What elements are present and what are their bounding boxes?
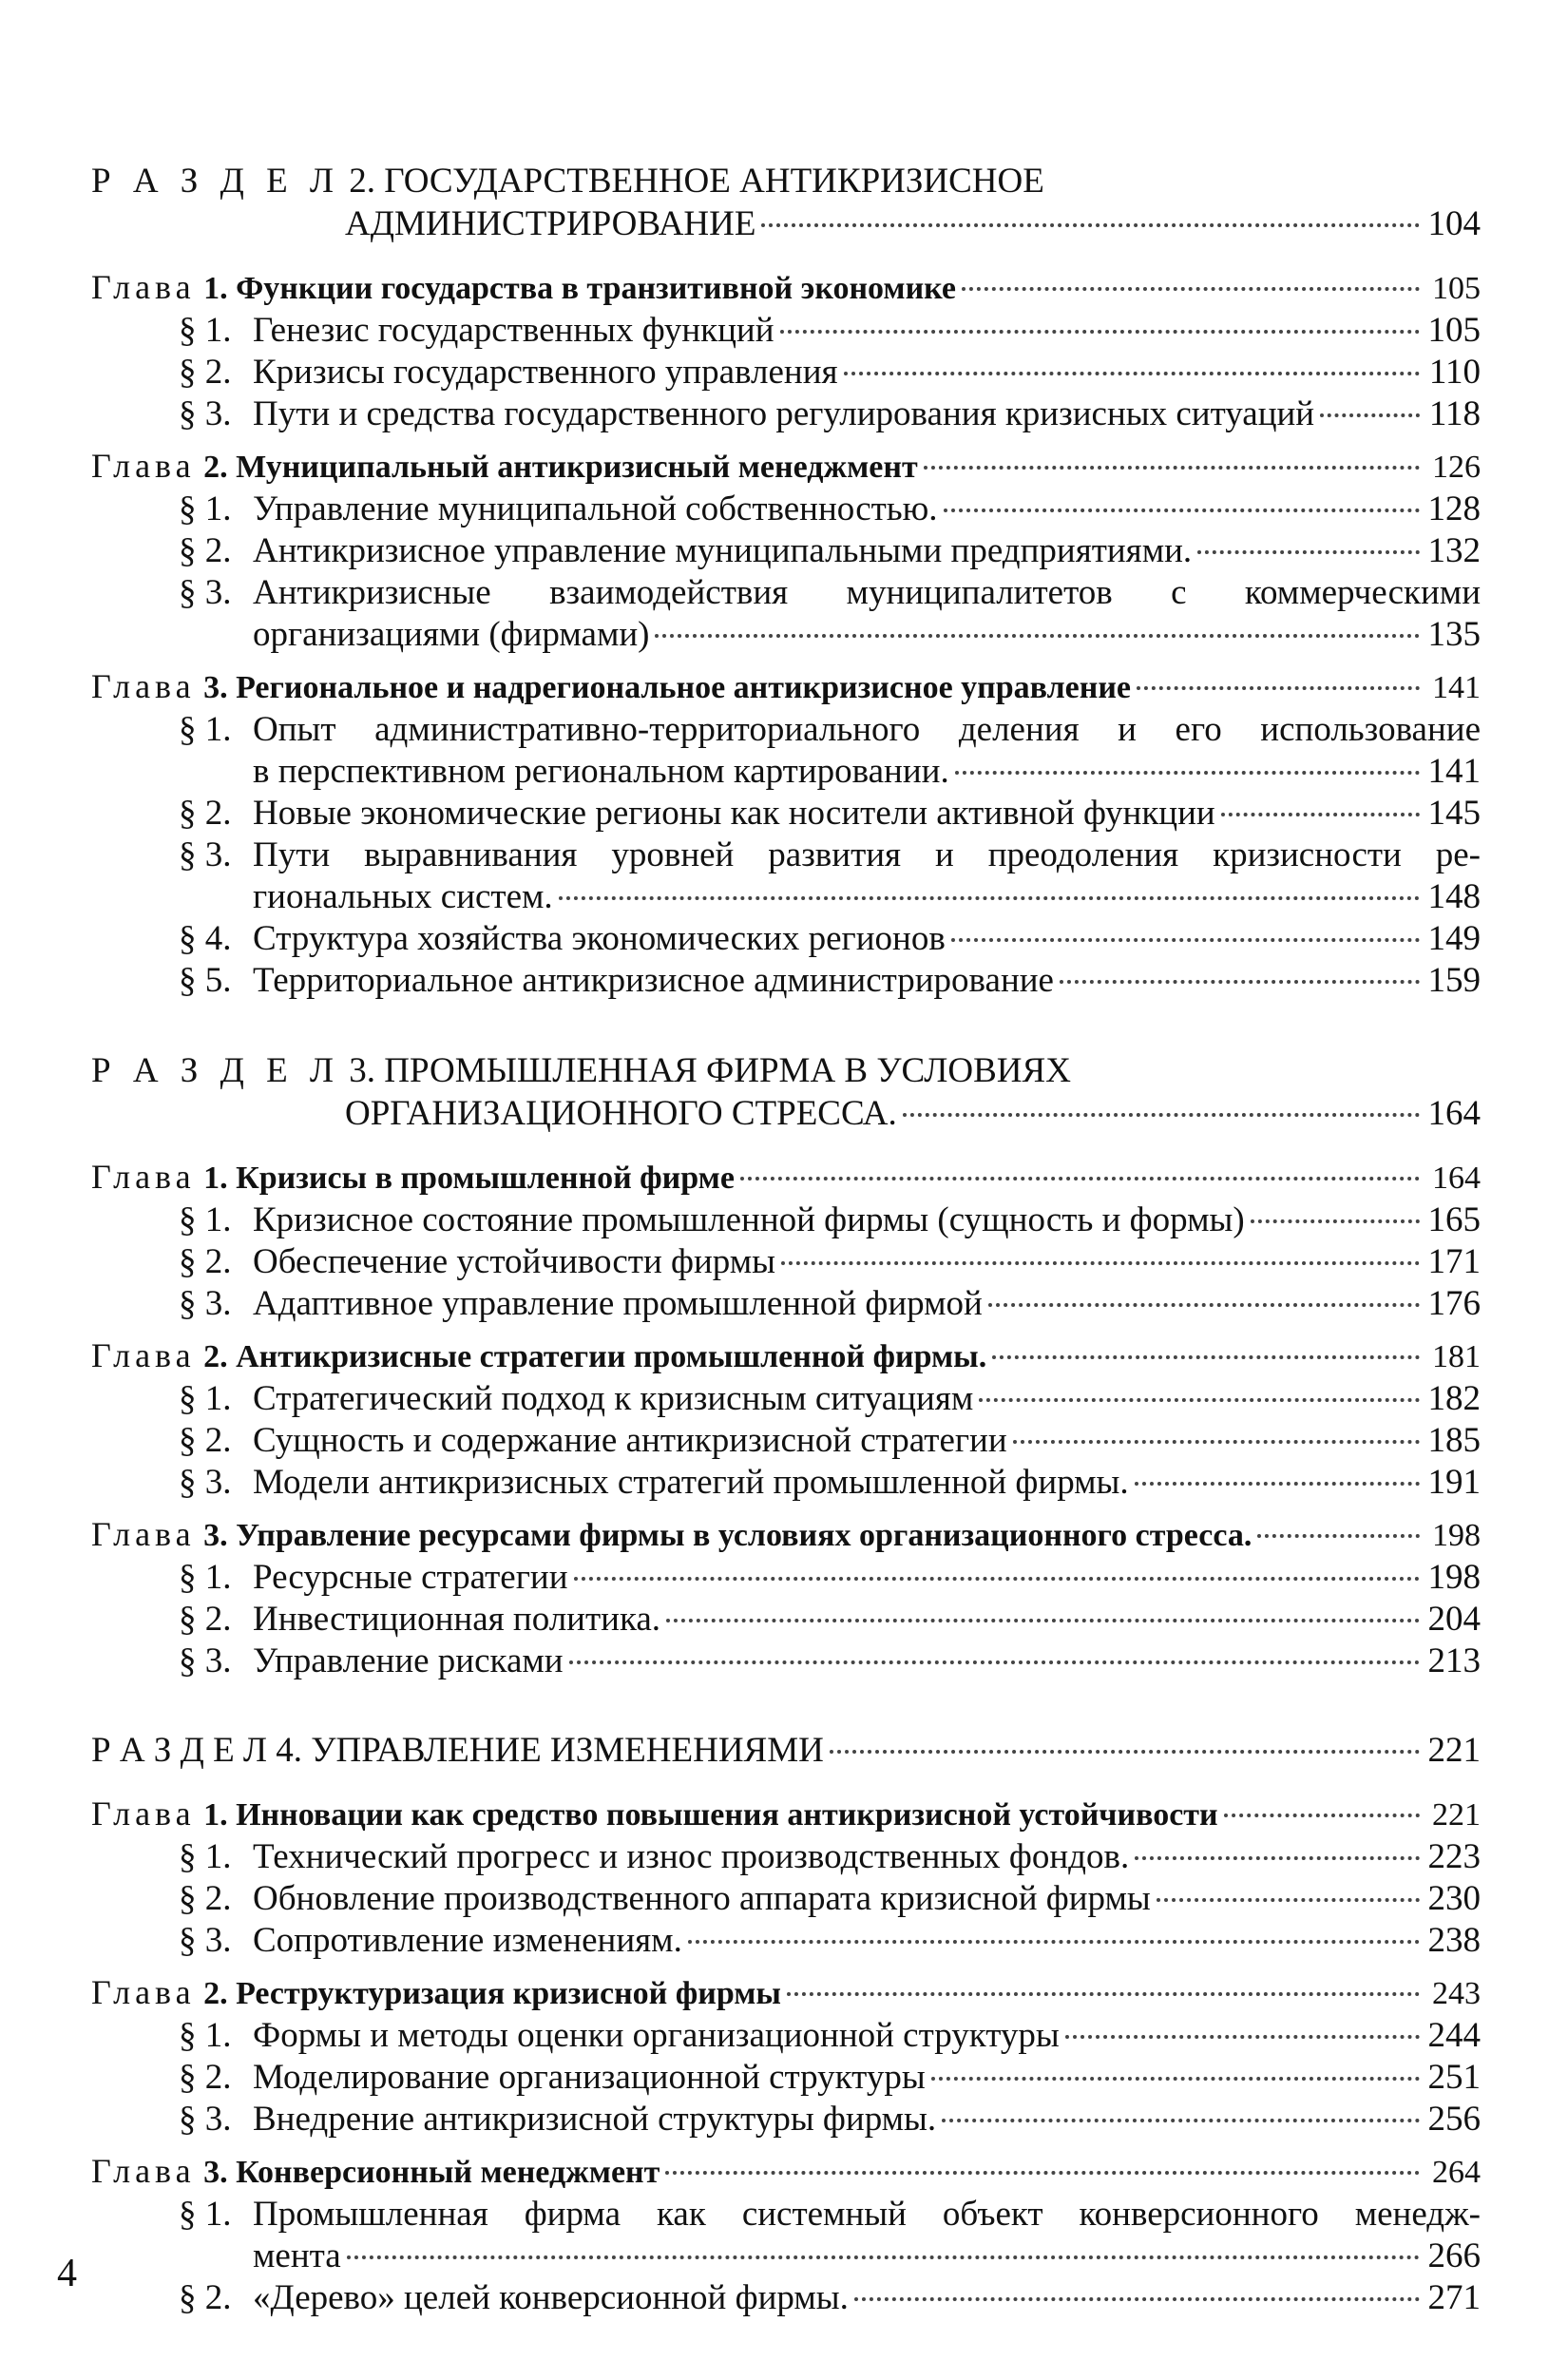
paragraph-entry[interactable] [91, 1283, 1481, 1325]
dot-leader [962, 287, 1420, 291]
dot-leader [844, 372, 1420, 375]
paragraph-page: 135 [1427, 615, 1481, 654]
paragraph-title: Модели антикризисных стратегий промышленной фирмы. [253, 1463, 1129, 1502]
paragraph-text [179, 1557, 568, 1599]
paragraph-number: § 3. [179, 1284, 232, 1323]
paragraph-title: Антикризисное управление муниципальными предприятиями. [253, 531, 1193, 570]
section-page: 104 [1427, 204, 1481, 243]
page-number: 4 [57, 2252, 77, 2295]
chapter-entry[interactable] [91, 1793, 1481, 1836]
chapter-title: 1. Инновации как средство повышения антикризисной устойчивости [203, 1797, 1218, 1833]
paragraph-entry[interactable] [91, 1462, 1481, 1504]
chapter-heading [91, 2150, 660, 2194]
paragraph-text [179, 1462, 1129, 1504]
chapter-heading [91, 1156, 735, 1200]
paragraph-title: Кризисное состояние промышленной фирмы (сущность и формы) [253, 1200, 1245, 1239]
paragraph-text [179, 310, 774, 352]
paragraph-entry[interactable] [91, 352, 1481, 393]
paragraph-page: 176 [1427, 1284, 1481, 1323]
chapter-title: 1. Функции государства в транзитивной экономике [203, 271, 956, 306]
paragraph-title: Структура хозяйства экономических регионов [253, 919, 946, 958]
paragraph-title-line: гиональных систем. [253, 877, 553, 916]
paragraph-page: 128 [1427, 489, 1481, 528]
paragraph-number: § 2. [179, 1421, 232, 1460]
chapter-heading [91, 1513, 1252, 1557]
dot-leader [569, 1660, 1420, 1664]
paragraph-entry[interactable] [91, 2099, 1481, 2140]
dot-leader [559, 896, 1420, 900]
paragraph-number: § 1. [179, 710, 232, 749]
dot-leader [924, 466, 1420, 470]
chapter [91, 1334, 1481, 1504]
section-title-entry[interactable] [91, 1093, 1481, 1135]
paragraph-entry[interactable] [91, 1378, 1481, 1420]
paragraph-title: Территориальное антикризисное администрирование [253, 961, 1054, 1000]
chapter [91, 2150, 1481, 2319]
paragraph-page: 185 [1427, 1421, 1481, 1460]
chapter-heading [91, 1334, 986, 1378]
chapter [91, 1156, 1481, 1325]
paragraph-page: 223 [1427, 1837, 1481, 1876]
paragraph-page: 182 [1427, 1379, 1481, 1418]
paragraph-number: § 1. [179, 1558, 232, 1597]
paragraph-text [179, 1920, 682, 1962]
paragraph-number: § 3. [179, 1463, 232, 1502]
dot-leader [854, 2297, 1420, 2301]
dot-leader [574, 1577, 1420, 1581]
section [91, 1730, 1481, 2319]
paragraph-number: § 5. [179, 961, 232, 1000]
paragraph-entry[interactable] [91, 393, 1481, 435]
paragraph-page: 191 [1427, 1463, 1481, 1502]
paragraph-page: 204 [1427, 1600, 1481, 1639]
chapter [91, 1793, 1481, 1962]
paragraph-page: 105 [1427, 311, 1481, 350]
paragraph-text [179, 1599, 660, 1641]
paragraph-number: § 3. [179, 573, 232, 612]
dot-leader [951, 938, 1420, 942]
dot-leader [988, 1303, 1420, 1307]
paragraph-page: 198 [1427, 1558, 1481, 1597]
paragraph-last-line [179, 751, 1481, 793]
paragraph-text [179, 489, 938, 530]
paragraph-entry[interactable] [91, 1878, 1481, 1920]
paragraph-entry[interactable] [91, 1420, 1481, 1462]
paragraph-text [179, 1641, 564, 1682]
paragraph-text [179, 393, 1314, 435]
paragraph-text [179, 2277, 849, 2319]
chapter [91, 266, 1481, 435]
paragraph-text [179, 1283, 983, 1325]
paragraph-title: Кризисы государственного управления [253, 353, 838, 392]
paragraph-page: 132 [1427, 531, 1481, 570]
paragraph-text [179, 960, 1054, 1002]
chapter-label: Глава [91, 1336, 196, 1374]
dot-leader [1320, 413, 1420, 417]
paragraph-text [179, 2057, 926, 2099]
section-label: Р А З Д Е Л [91, 162, 341, 201]
paragraph-number: § 3. [179, 835, 232, 874]
paragraph-page: 271 [1427, 2278, 1481, 2317]
dot-leader [781, 1261, 1420, 1265]
dot-leader [740, 1177, 1420, 1180]
dot-leader [666, 1619, 1420, 1622]
dot-leader [979, 1398, 1420, 1402]
dot-leader [1065, 2035, 1420, 2039]
chapter [91, 1971, 1481, 2140]
paragraph-text [179, 1420, 1007, 1462]
section-page: 221 [1427, 1731, 1481, 1770]
paragraph-entry[interactable] [91, 918, 1481, 960]
chapter-entry[interactable] [91, 2150, 1481, 2194]
dot-leader [655, 634, 1420, 638]
section-title-line2: АДМИНИСТРИРОВАНИЕ [345, 204, 756, 243]
paragraph-title-line: Пути выравнивания уровней развития и преодоления кризисности ре- [253, 835, 1481, 874]
paragraph-page: 256 [1427, 2100, 1481, 2139]
dot-leader [780, 330, 1421, 334]
section-title-line2: ОРГАНИЗАЦИОННОГО СТРЕССА. [345, 1094, 897, 1133]
chapter-heading [91, 1793, 1218, 1836]
dot-leader [347, 2255, 1420, 2259]
chapter-entry[interactable] [91, 1156, 1481, 1200]
paragraph-entry[interactable] [91, 1200, 1481, 1241]
paragraph-number: § 2. [179, 1242, 232, 1281]
chapter-entry[interactable] [91, 266, 1481, 310]
chapter-entry[interactable] [91, 1971, 1481, 2015]
dot-leader [665, 2171, 1420, 2175]
chapter-page: 126 [1432, 450, 1481, 485]
paragraph-entry[interactable] [91, 1920, 1481, 1962]
chapter-page: 164 [1432, 1161, 1481, 1196]
chapter-title: 3. Региональное и надрегиональное антикризисное управление [203, 670, 1132, 705]
paragraph-title-line: в перспективном региональном картировании. [253, 752, 949, 791]
paragraph-entry[interactable] [91, 2057, 1481, 2099]
paragraph-title: Формы и методы оценки организационной структуры [253, 2016, 1060, 2055]
paragraph-number: § 2. [179, 794, 232, 833]
dot-leader [903, 1113, 1420, 1117]
paragraph-page: 171 [1427, 1242, 1481, 1281]
paragraph-title-line: Промышленная фирма как системный объект конверсионного менедж- [253, 2195, 1481, 2234]
paragraph-page: 238 [1427, 1921, 1481, 1960]
paragraph-number: § 2. [179, 531, 232, 570]
chapter-page: 243 [1432, 1976, 1481, 2011]
paragraph-number: § 2. [179, 2278, 232, 2317]
dot-leader [942, 2119, 1420, 2122]
paragraph-number: § 3. [179, 1641, 232, 1680]
chapter-label: Глава [91, 667, 196, 705]
section [91, 160, 1481, 1002]
chapter [91, 1513, 1481, 1682]
paragraph-title: Управление рисками [253, 1641, 564, 1680]
dot-leader [1135, 1482, 1420, 1486]
paragraph-number: § 1. [179, 2195, 232, 2234]
paragraph-entry[interactable] [91, 835, 1481, 918]
paragraph-entry[interactable] [91, 1836, 1481, 1878]
paragraph-number: § 1. [179, 311, 232, 350]
paragraph-entry[interactable] [91, 310, 1481, 352]
paragraph-text [179, 2015, 1060, 2057]
chapter-title: 2. Муниципальный антикризисный менеджмент [203, 450, 918, 485]
paragraph-number: § 1. [179, 2016, 232, 2055]
chapter-label: Глава [91, 1795, 196, 1833]
section-title-entry[interactable] [91, 203, 1481, 245]
dot-leader [688, 1940, 1420, 1944]
paragraph-title: Новые экономические регионы как носители активной функции [253, 794, 1215, 833]
section-title-line1: 2. ГОСУДАРСТВЕННОЕ АНТИКРИЗИСНОЕ [349, 162, 1044, 201]
chapter-list [91, 1793, 1481, 2319]
paragraph-page: 230 [1427, 1879, 1481, 1918]
dot-leader [1224, 1814, 1420, 1817]
chapter-entry[interactable] [91, 665, 1481, 709]
section-heading [91, 1730, 824, 1772]
paragraph-title: Технический прогресс и износ производственных фондов. [253, 1837, 1130, 1876]
paragraph-first-line [179, 709, 1481, 751]
paragraph-title: «Дерево» целей конверсионной фирмы. [253, 2278, 849, 2317]
chapter-heading [91, 266, 956, 310]
dot-leader [1221, 813, 1420, 816]
paragraph-page: 165 [1427, 1200, 1481, 1239]
chapter-page: 141 [1432, 670, 1481, 705]
section-title-line1: 4. УПРАВЛЕНИЕ ИЗМЕНЕНИЯМИ [276, 1731, 824, 1770]
paragraph-page: 159 [1427, 961, 1481, 1000]
paragraph-title: Генезис государственных функций [253, 311, 774, 350]
section-title-line1: 3. ПРОМЫШЛЕННАЯ ФИРМА В УСЛОВИЯХ [349, 1051, 1071, 1090]
section-page: 164 [1427, 1094, 1481, 1133]
paragraph-number: § 3. [179, 1921, 232, 1960]
paragraph-number: § 1. [179, 489, 232, 528]
table-of-contents [91, 160, 1481, 2367]
chapter-title: 2. Реструктуризация кризисной фирмы [203, 1976, 781, 2011]
chapter-page: 181 [1432, 1339, 1481, 1374]
paragraph-number: § 1. [179, 1200, 232, 1239]
chapter-label: Глава [91, 447, 196, 485]
paragraph-first-line [179, 2194, 1481, 2236]
dot-leader [1157, 1898, 1420, 1902]
paragraph-page: 148 [1427, 877, 1481, 916]
paragraph-page: 213 [1427, 1641, 1481, 1680]
paragraph-last-line [179, 614, 1481, 656]
dot-leader [931, 2077, 1420, 2081]
chapter-heading [91, 1971, 781, 2015]
dot-leader [830, 1750, 1420, 1754]
paragraph-entry[interactable] [91, 530, 1481, 572]
paragraph-page: 149 [1427, 919, 1481, 958]
paragraph-text [179, 1878, 1151, 1920]
dot-leader [955, 771, 1420, 775]
paragraph-title-line: Антикризисные взаимодействия муниципалитетов с коммерческими [253, 573, 1481, 612]
paragraph-page: 145 [1427, 794, 1481, 833]
paragraph-entry[interactable] [91, 2277, 1481, 2319]
paragraph-text [179, 1836, 1129, 1878]
paragraph-first-line [179, 572, 1481, 614]
section-title-entry[interactable] [91, 1730, 1481, 1772]
paragraph-title: Внедрение антикризисной структуры фирмы. [253, 2100, 937, 2139]
paragraph-text [179, 918, 946, 960]
paragraph-entry[interactable] [91, 2194, 1481, 2277]
dot-leader [1060, 980, 1420, 984]
paragraph-title: Инвестиционная политика. [253, 1600, 661, 1639]
chapter-heading [91, 665, 1131, 709]
paragraph-title: Сопротивление изменениям. [253, 1921, 682, 1960]
paragraph-page: 110 [1428, 353, 1481, 392]
paragraph-last-line [179, 2236, 1481, 2277]
chapter-label: Глава [91, 1158, 196, 1196]
dot-leader [1135, 1856, 1420, 1860]
dot-leader [761, 223, 1420, 227]
paragraph-number: § 4. [179, 919, 232, 958]
paragraph-text [179, 793, 1215, 835]
paragraph-entry[interactable] [91, 1557, 1481, 1599]
section-label: Р А З Д Е Л [91, 1051, 341, 1090]
chapter-title: 2. Антикризисные стратегии промышленной фирмы. [203, 1339, 987, 1374]
paragraph-text [179, 352, 838, 393]
paragraph-title: Стратегический подход к кризисным ситуациям [253, 1379, 974, 1418]
chapter-label: Глава [91, 2152, 196, 2190]
chapter-list [91, 1156, 1481, 1682]
paragraph-entry[interactable] [91, 1641, 1481, 1682]
paragraph-title: Сущность и содержание антикризисной стратегии [253, 1421, 1007, 1460]
paragraph-entry[interactable] [91, 489, 1481, 530]
paragraph-entry[interactable] [91, 960, 1481, 1002]
paragraph-page: 244 [1427, 2016, 1481, 2055]
paragraph-title: Обновление производственного аппарата кризисной фирмы [253, 1879, 1151, 1918]
paragraph-page: 118 [1428, 394, 1481, 433]
paragraph-text [179, 530, 1192, 572]
chapter-page: 198 [1432, 1518, 1481, 1553]
paragraph-entry[interactable] [91, 2015, 1481, 2057]
paragraph-entry[interactable] [91, 572, 1481, 656]
chapter-page: 264 [1432, 2155, 1481, 2190]
paragraph-title: Ресурсные стратегии [253, 1558, 568, 1597]
paragraph-text [179, 2099, 936, 2140]
chapter-label: Глава [91, 1973, 196, 2011]
chapter-page: 221 [1432, 1797, 1481, 1833]
chapter-title: 3. Конверсионный менеджмент [203, 2155, 660, 2190]
paragraph-title-line: мента [253, 2236, 341, 2275]
paragraph-number: § 2. [179, 353, 232, 392]
chapter-list [91, 266, 1481, 1002]
dot-leader [1257, 1534, 1420, 1538]
dot-leader [1137, 686, 1420, 690]
paragraph-text [179, 1200, 1245, 1241]
section-heading [91, 160, 1481, 203]
section [91, 1049, 1481, 1682]
paragraph-title: Управление муниципальной собственностью. [253, 489, 938, 528]
paragraph-text [179, 1378, 973, 1420]
paragraph-entry[interactable] [91, 709, 1481, 793]
chapter-title: 1. Кризисы в промышленной фирме [203, 1161, 735, 1196]
chapter-label: Глава [91, 1515, 196, 1553]
section-heading [91, 1049, 1481, 1093]
chapter-entry[interactable] [91, 1334, 1481, 1378]
dot-leader [944, 509, 1420, 512]
dot-leader [1013, 1440, 1420, 1444]
paragraph-entry[interactable] [91, 1241, 1481, 1283]
paragraph-page: 266 [1427, 2236, 1481, 2275]
paragraph-number: § 2. [179, 1879, 232, 1918]
paragraph-number: § 1. [179, 1379, 232, 1418]
paragraph-title: Обеспечение устойчивости фирмы [253, 1242, 776, 1281]
chapter-page: 105 [1432, 271, 1481, 306]
chapter-label: Глава [91, 268, 196, 306]
section-label: Р А З Д Е Л [91, 1731, 268, 1770]
paragraph-last-line [179, 876, 1481, 918]
paragraph-entry[interactable] [91, 1599, 1481, 1641]
paragraph-title: Моделирование организационной структуры [253, 2058, 926, 2097]
paragraph-number: § 2. [179, 1600, 232, 1639]
chapter [91, 445, 1481, 656]
paragraph-text [179, 1241, 775, 1283]
chapter [91, 665, 1481, 1002]
paragraph-number: § 3. [179, 394, 232, 433]
paragraph-number: § 2. [179, 2058, 232, 2097]
paragraph-title: Адаптивное управление промышленной фирмой [253, 1284, 983, 1323]
paragraph-number: § 3. [179, 2100, 232, 2139]
chapter-entry[interactable] [91, 445, 1481, 489]
paragraph-page: 251 [1427, 2058, 1481, 2097]
paragraph-title: Пути и средства государственного регулирования кризисных ситуаций [253, 394, 1315, 433]
chapter-entry[interactable] [91, 1513, 1481, 1557]
chapter-title: 3. Управление ресурсами фирмы в условиях организационного стресса. [203, 1518, 1252, 1553]
chapter-heading [91, 445, 918, 489]
paragraph-entry[interactable] [91, 793, 1481, 835]
paragraph-first-line [179, 835, 1481, 876]
dot-leader [992, 1355, 1420, 1359]
paragraph-title-line: организациями (фирмами) [253, 615, 650, 654]
dot-leader [1251, 1219, 1420, 1223]
dot-leader [1197, 550, 1420, 554]
paragraph-title-line: Опыт административно-территориального деления и его использование [253, 710, 1481, 749]
paragraph-number: § 1. [179, 1837, 232, 1876]
dot-leader [787, 1992, 1420, 1996]
paragraph-page: 141 [1427, 752, 1481, 791]
